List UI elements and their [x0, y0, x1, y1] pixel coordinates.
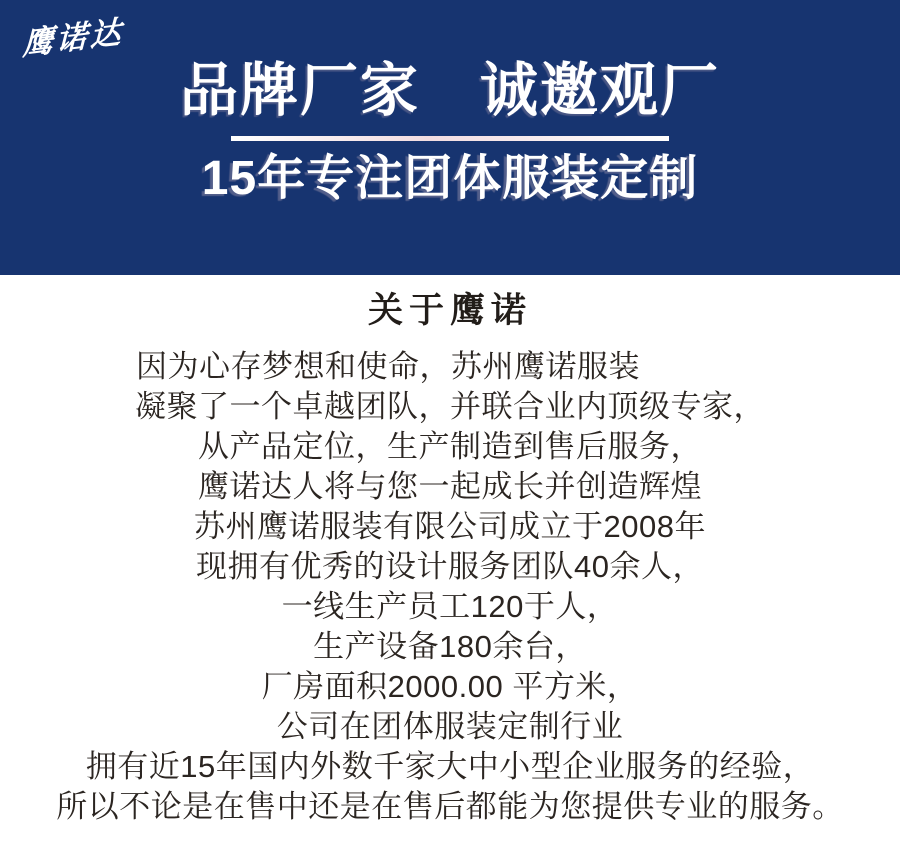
- about-line: 因为心存梦想和使命，苏州鹰诺服装: [136, 349, 640, 384]
- about-line: 苏州鹰诺服装有限公司成立于2008年: [194, 509, 706, 544]
- about-line: 现拥有优秀的设计服务团队40余人，: [196, 549, 704, 584]
- brand-logo: 鹰诺达: [22, 14, 124, 63]
- about-line: 所以不论是在售中还是在售后都能为您提供专业的服务。: [56, 789, 844, 824]
- about-line: 一线生产员工120于人，: [281, 589, 619, 624]
- hero-divider: [231, 136, 669, 141]
- about-line: 厂房面积2000.00 平方米，: [261, 669, 639, 704]
- about-line: 生产设备180余台，: [313, 629, 587, 664]
- about-line: 凝聚了一个卓越团队，并联合业内顶级专家，: [135, 389, 765, 424]
- hero-subtitle: 15年专注团体服装定制: [201, 151, 699, 205]
- about-section: [0, 275, 900, 827]
- about-paragraph: [0, 347, 900, 827]
- about-line: 鹰诺达人将与您一起成长并创造辉煌: [198, 469, 702, 504]
- about-line: 从产品定位，生产制造到售后服务，: [198, 429, 702, 464]
- about-line: 公司在团体服装定制行业: [276, 709, 624, 744]
- hero-banner: [0, 0, 900, 275]
- hero-title: 品牌厂家 诚邀观厂: [179, 58, 720, 123]
- about-line: 拥有近15年国内外数千家大中小型企业服务的经验，: [85, 749, 815, 784]
- about-heading: 关于鹰诺: [367, 291, 532, 330]
